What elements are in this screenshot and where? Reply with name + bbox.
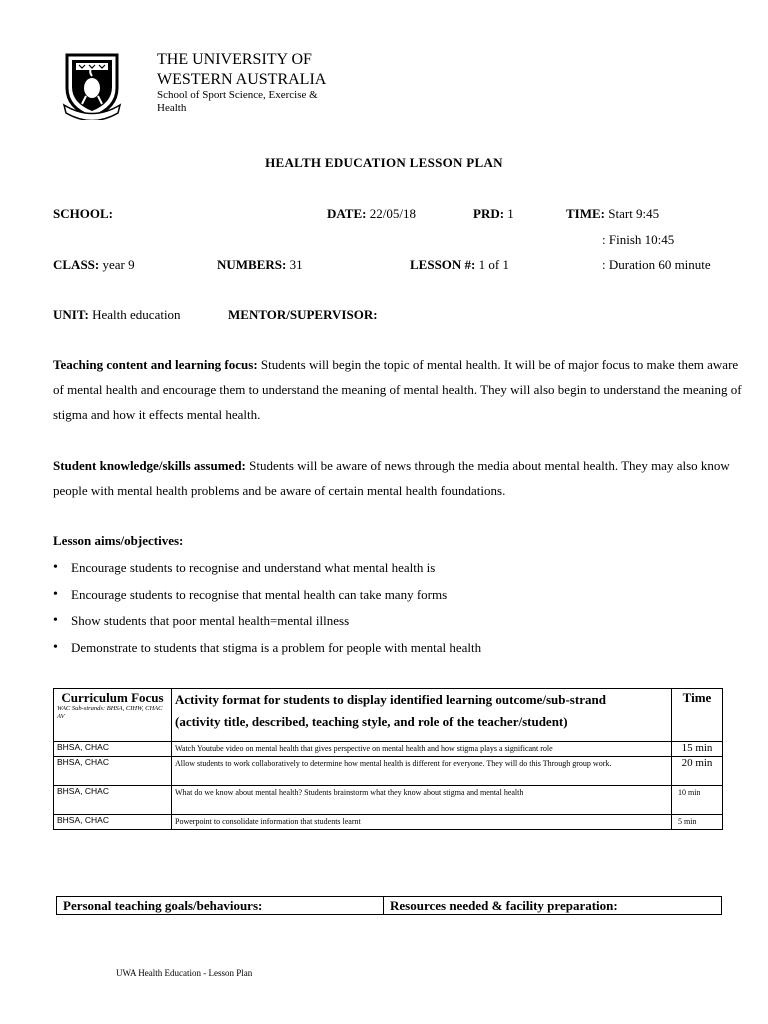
lesson-label: LESSON #:: [410, 257, 476, 272]
row-activity: Powerpoint to consolidate information that students learnt: [172, 815, 672, 830]
table-row: [54, 815, 723, 830]
mentor-label: MENTOR/SUPERVISOR:: [228, 307, 378, 322]
header-activity-line1: Activity format for students to display identified learning outcome/sub-strand: [175, 692, 606, 707]
date-field: [327, 206, 416, 222]
header-focus-title: Curriculum Focus: [61, 690, 164, 705]
student-knowledge-text: Students will be aware of news through the media about mental health. They may also know people with mental health problems and be aware of certain mental health foundations.: [53, 458, 730, 498]
row-activity: Watch Youtube video on mental health that gives perspective on mental health and how stigma plays a significant role: [172, 742, 672, 757]
mentor-field: [228, 307, 378, 323]
school-field: [53, 206, 113, 222]
aims-list-item: • Show students that poor mental health=mental illness: [53, 608, 481, 635]
row-focus: BHSA, CHAC: [54, 757, 172, 786]
prd-label: PRD:: [473, 206, 505, 221]
class-field: [53, 257, 135, 273]
row-time: 15 min: [672, 742, 723, 757]
row-time: 5 min: [672, 815, 723, 830]
table-row: [54, 742, 723, 757]
curriculum-table: [53, 688, 723, 830]
row-focus: BHSA, CHAC: [54, 786, 172, 815]
university-name-line1: THE UNIVERSITY OF: [157, 51, 312, 68]
university-name-line2: WESTERN AUSTRALIA: [157, 71, 327, 88]
duration: : Duration 60 minute: [602, 257, 711, 272]
table-row: [57, 897, 722, 915]
header-curriculum-focus: [54, 689, 172, 742]
numbers-value: 31: [289, 257, 303, 272]
row-activity: Allow students to work collaboratively to determine how mental health is different for everyone. They will do this Through group work.: [172, 757, 672, 786]
aims-heading: Lesson aims/objectives:: [53, 533, 184, 548]
student-knowledge-label: Student knowledge/skills assumed:: [53, 458, 246, 473]
aims-list: [53, 555, 481, 661]
prd-field: [473, 206, 514, 222]
aims-list-item: • Encourage students to recognise that mental health can take many forms: [53, 582, 481, 609]
resources-needed-header: Resources needed & facility preparation:: [384, 897, 722, 915]
header-time: Time: [672, 689, 723, 742]
table-row: [54, 786, 723, 815]
header-activity: [172, 689, 672, 742]
numbers-field: [217, 257, 303, 273]
aims-list-item: • Encourage students to recognise and understand what mental health is: [53, 555, 481, 582]
date-label: DATE:: [327, 206, 367, 221]
teaching-goals-table: [56, 896, 722, 915]
header-activity-line2: (activity title, described, teaching style, and role of the teacher/student): [175, 714, 568, 729]
student-knowledge-paragraph: [53, 453, 743, 503]
teaching-content-paragraph: [53, 352, 743, 427]
document-title: HEALTH EDUCATION LESSON PLAN: [265, 155, 503, 170]
time-start: Start 9:45: [608, 206, 660, 221]
date-value: 22/05/18: [369, 206, 416, 221]
teaching-content-label: Teaching content and learning focus:: [53, 357, 258, 372]
page-footer: UWA Health Education - Lesson Plan: [116, 968, 253, 978]
prd-value: 1: [507, 206, 514, 221]
numbers-label: NUMBERS:: [217, 257, 287, 272]
row-focus: BHSA, CHAC: [54, 742, 172, 757]
class-value: year 9: [102, 257, 135, 272]
aims-list-item: • Demonstrate to students that stigma is a problem for people with mental health: [53, 635, 481, 662]
lesson-field: [410, 257, 509, 273]
class-label: CLASS:: [53, 257, 100, 272]
time-field: [566, 206, 659, 222]
unit-value: Health education: [92, 307, 181, 322]
school-line2: Health: [157, 102, 187, 114]
time-label: TIME:: [566, 206, 605, 221]
school-label: SCHOOL:: [53, 206, 113, 221]
table-header-row: [54, 689, 723, 742]
time-finish: : Finish 10:45: [602, 232, 675, 247]
row-focus: BHSA, CHAC: [54, 815, 172, 830]
lesson-value: 1 of 1: [478, 257, 509, 272]
university-name: [157, 50, 377, 90]
header-focus-substrands: WAC Sub-strands: BHSA, CIHW, CHAC AV: [57, 705, 163, 720]
row-time: 10 min: [672, 786, 723, 815]
table-row: [54, 757, 723, 786]
school-line1: School of Sport Science, Exercise &: [157, 89, 318, 101]
unit-label: UNIT:: [53, 307, 89, 322]
personal-teaching-goals-header: Personal teaching goals/behaviours:: [57, 897, 384, 915]
school-department: [157, 89, 357, 115]
teaching-content-text: Students will begin the topic of mental health. It will be of major focus to make them aware of mental health and encourage them to understand the meaning of mental health. They will also begin to understand the meaning of stigma and how it effects mental health.: [53, 357, 742, 422]
university-crest-logo: [62, 50, 122, 120]
unit-field: [53, 307, 181, 323]
row-activity: What do we know about mental health? Students brainstorm what they know about stigma and mental health: [172, 786, 672, 815]
row-time: 20 min: [672, 757, 723, 786]
